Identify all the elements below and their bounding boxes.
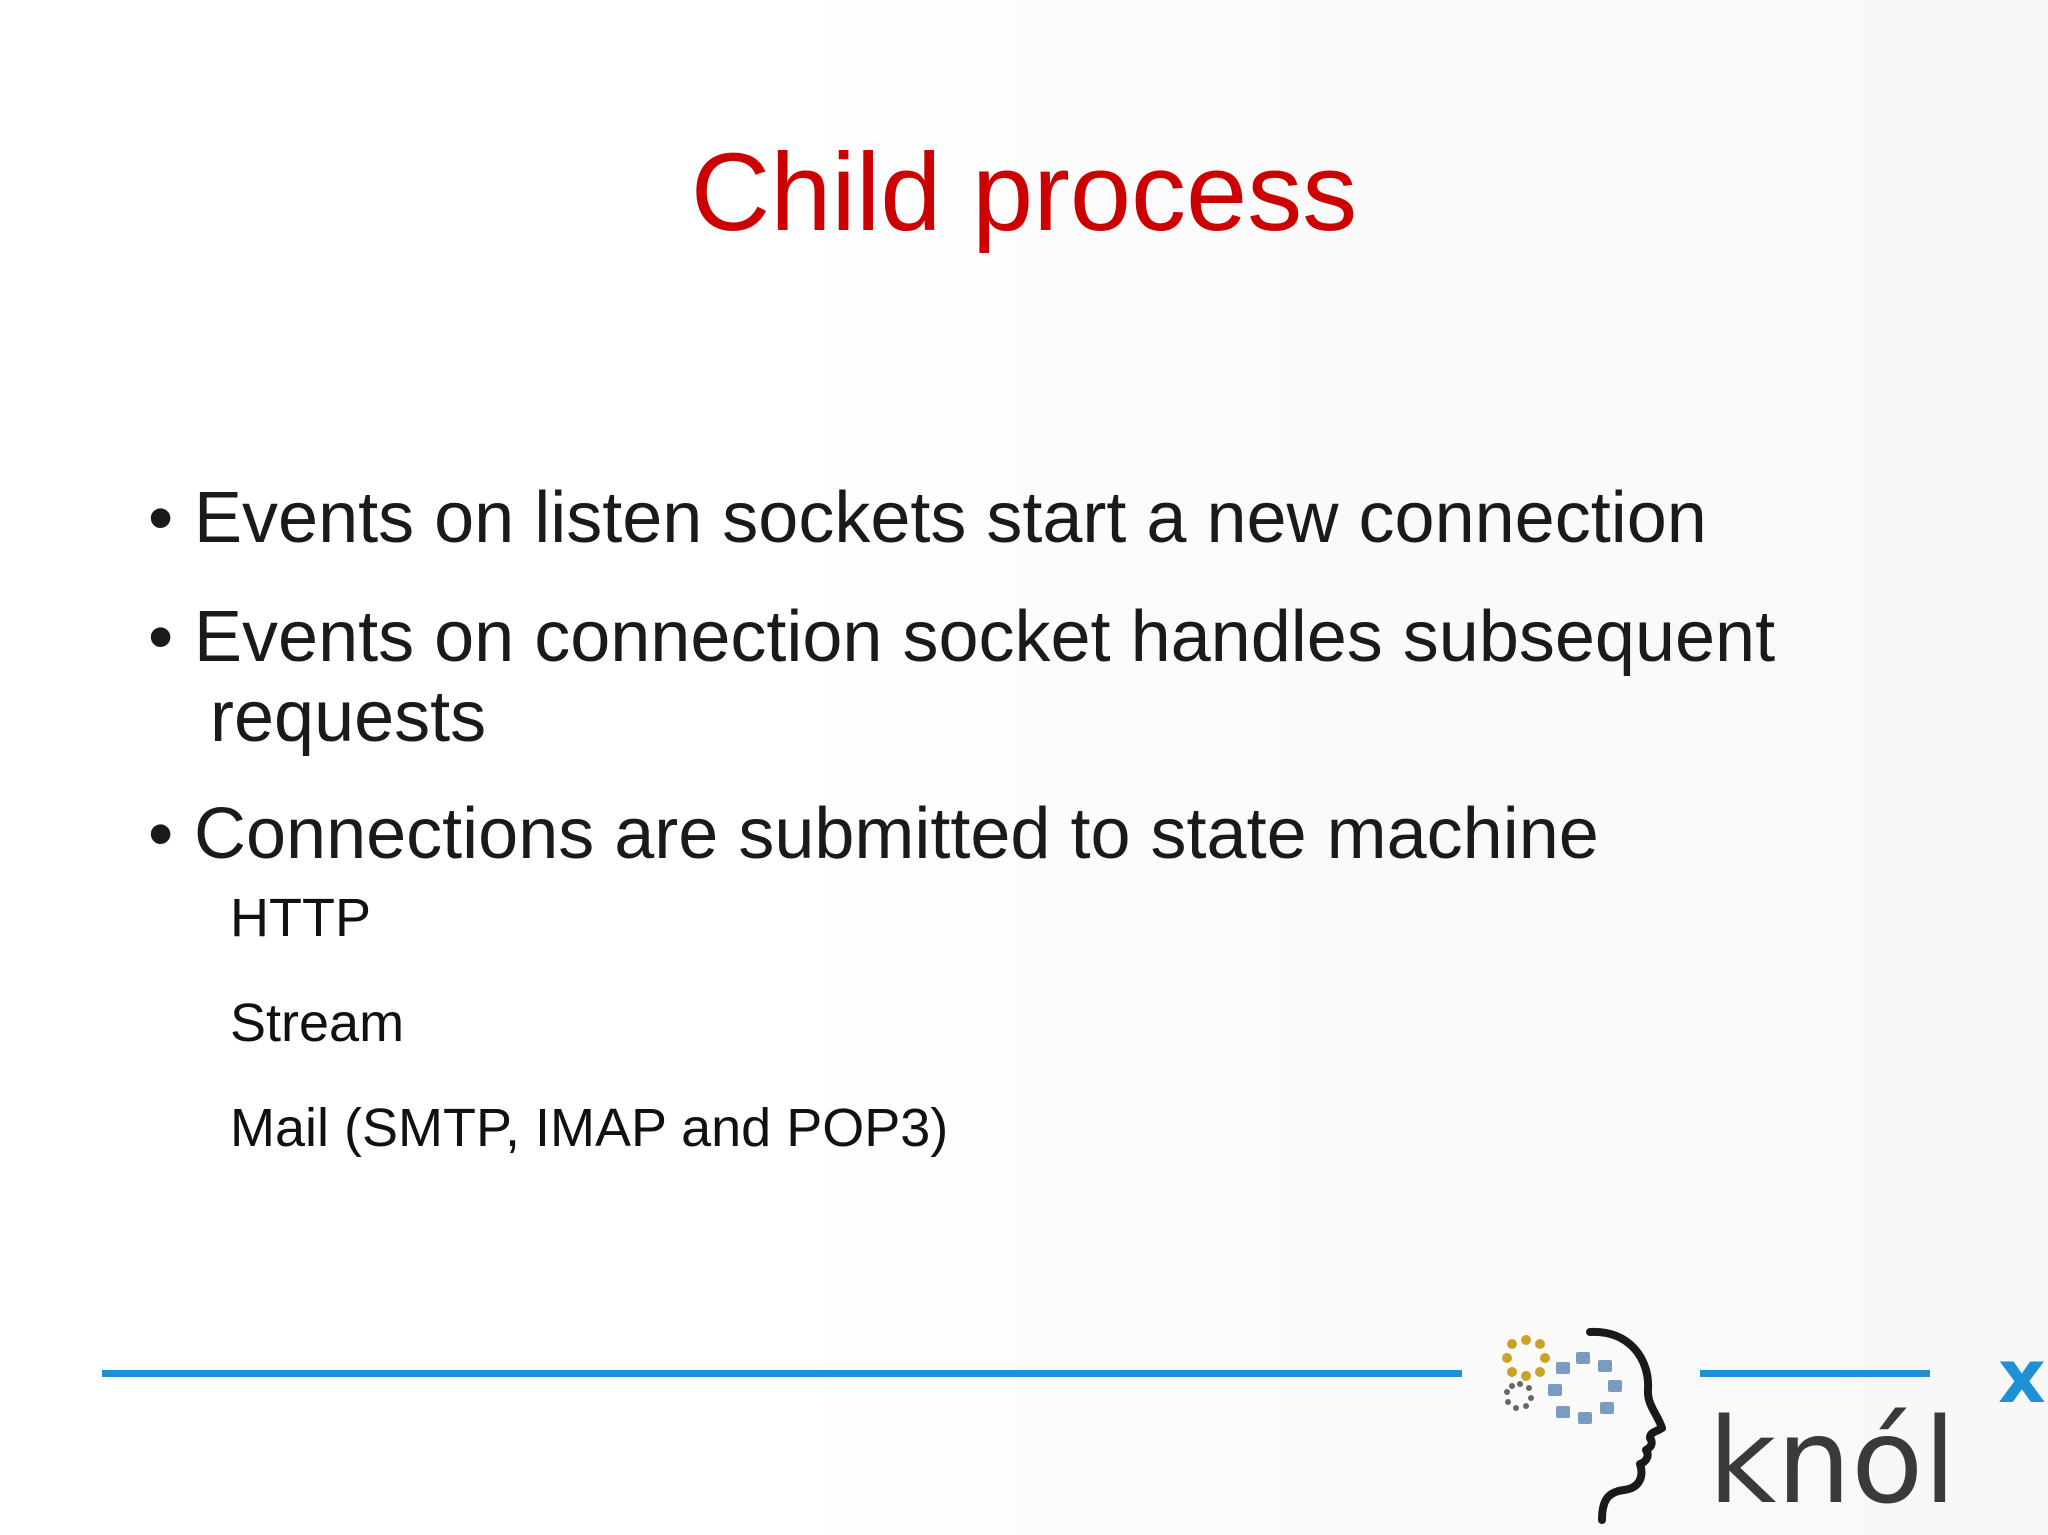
blue-gear-icon	[1548, 1352, 1622, 1424]
slide-title: Child process	[690, 131, 1358, 254]
bullet-item-3	[148, 794, 1599, 874]
bullet-item-1	[148, 478, 1707, 558]
gold-gear-icon	[1502, 1335, 1550, 1381]
bullet-text: Events on connection socket handles subsequent	[194, 597, 1776, 677]
sub-item-stream: Stream	[230, 993, 405, 1053]
logo-superscript: x	[1998, 1334, 2046, 1420]
bullet-text-continuation: requests	[210, 677, 487, 757]
bullet-marker: •	[148, 597, 174, 677]
bullet-text: Events on listen sockets start a new connection	[194, 478, 1707, 558]
bullet-marker: •	[148, 794, 174, 874]
logo-wordmark: knól	[1708, 1392, 1957, 1530]
gray-gear-icon	[1504, 1381, 1534, 1411]
footer-rule-left	[102, 1370, 1462, 1377]
sub-item-http: HTTP	[230, 888, 371, 948]
bullet-marker: •	[148, 478, 174, 558]
sub-item-mail: Mail (SMTP, IMAP and POP3)	[230, 1098, 949, 1158]
bullet-item-2	[148, 597, 1775, 757]
bullet-text: Connections are submitted to state machine	[194, 794, 1599, 874]
knolx-logo	[1490, 1320, 2048, 1535]
